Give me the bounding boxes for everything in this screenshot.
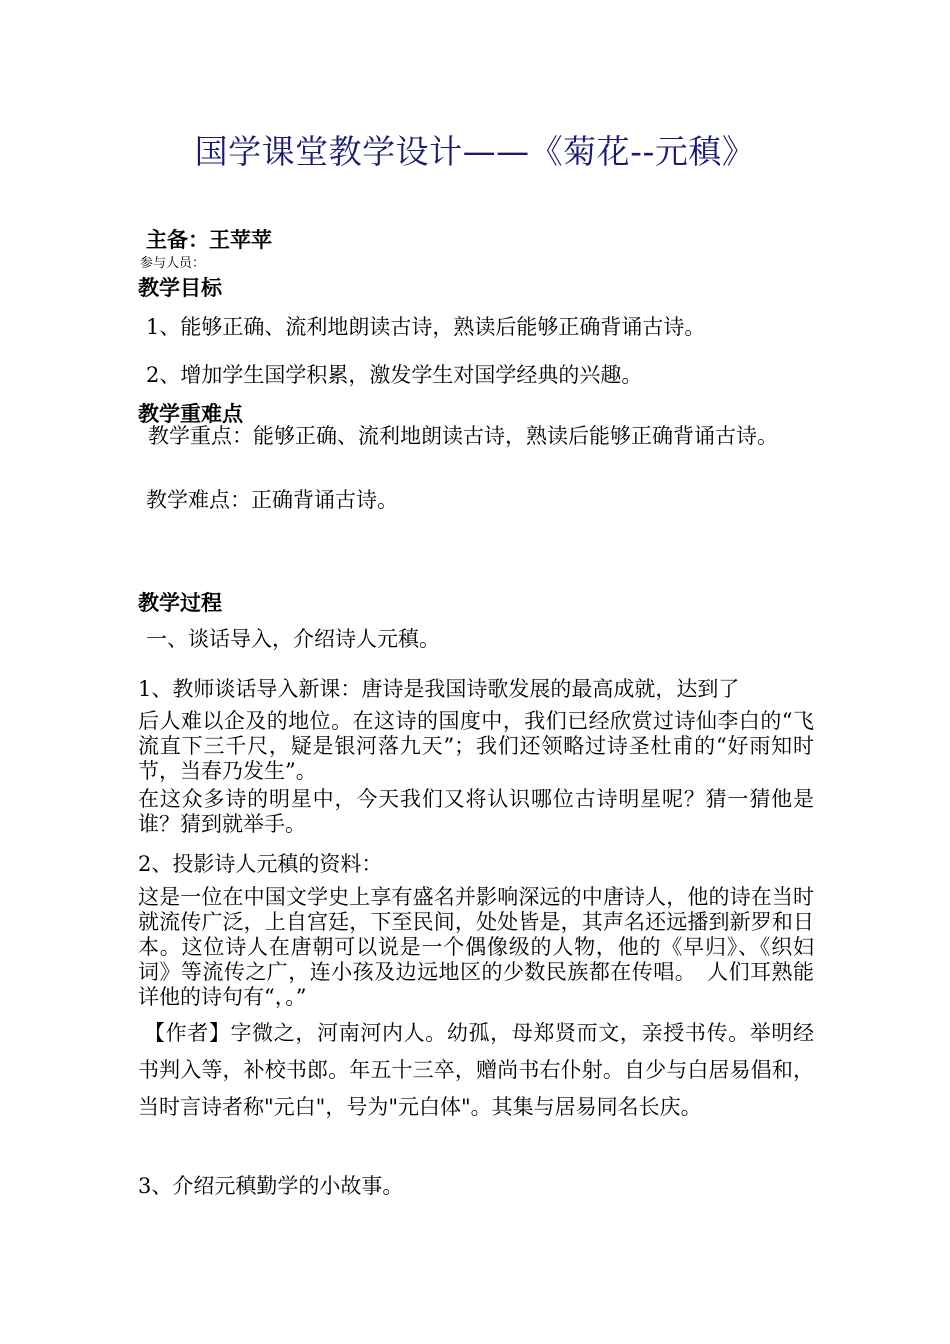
objective-item-2: 2、增加学生国学积累，激发学生对国学经典的兴趣。 <box>146 363 643 387</box>
teaching-difficulty: 教学难点：正确背诵古诗。 <box>146 488 398 512</box>
key-points-heading: 教学重难点 <box>138 402 243 426</box>
objective-item-1: 1、能够正确、流利地朗读古诗，熟读后能够正确背诵古诗。 <box>146 315 706 339</box>
step-1-line-1: 1、教师谈话导入新课：唐诗是我国诗歌发展的最高成就，达到了 <box>138 677 740 701</box>
step-1-question: 在这众多诗的明星中，今天我们又将认识哪位古诗明星呢？猜一猜他是谁？猜到就举手。 <box>138 787 814 836</box>
author-line: 主备：王苹苹 <box>146 228 272 252</box>
section-1-title: 一、谈话导入，介绍诗人元稹。 <box>146 627 440 651</box>
teaching-focus: 教学重点：能够正确、流利地朗读古诗，熟读后能够正确背诵古诗。 <box>148 424 778 448</box>
process-heading: 教学过程 <box>138 591 222 615</box>
author-bio: 【作者】字微之，河南河内人。幼孤，母郑贤而文，亲授书传。举明经书判入等，补校书郎。年五十三卒，赠尚书右仆射。自少与白居易倡和，当时言诗者称"元白"，号为"元白体"。其集与居易同名长庆。 <box>138 1021 814 1119</box>
step-2-text: 这是一位在中国文学史上享有盛名并影响深远的中唐诗人，他的诗在当时就流传广泛，上自宫廷，下至民间，处处皆是，其声名还远播到新罗和日本。这位诗人在唐朝可以说是一个偶像级的人物，他的《早归》、《织妇词》等流传之广，连小孩及边远地区的少数民族都在传唱。 人们耳熟能详他的诗句有“，。” <box>138 885 814 1009</box>
step-1-text: 后人难以企及的地位。在这诗的国度中，我们已经欣赏过诗仙李白的“飞流直下三千尺，疑是银河落九天”；我们还领略过诗圣杜甫的“好雨知时节，当春乃发生”。 <box>138 709 814 783</box>
participants-line: 参与人员： <box>140 256 206 271</box>
objectives-heading: 教学目标 <box>138 276 222 300</box>
document-title: 国学课堂教学设计——《菊花--元稹》 <box>194 132 756 171</box>
step-2-title: 2、投影诗人元稹的资料： <box>138 852 383 876</box>
step-3-title: 3、介绍元稹勤学的小故事。 <box>138 1174 404 1198</box>
